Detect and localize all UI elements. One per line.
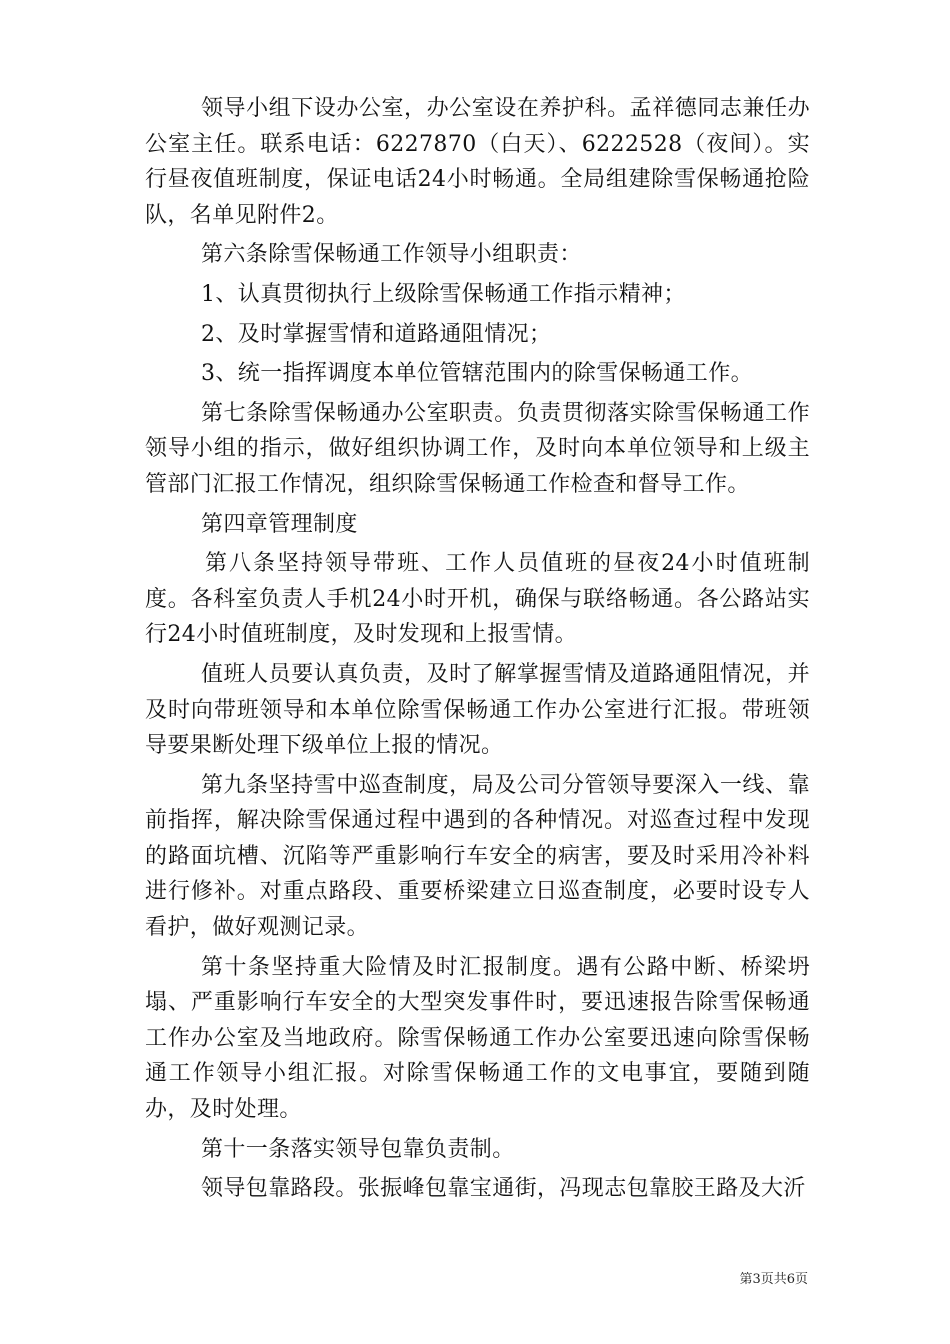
paragraph-duty-staff: 值班人员要认真负责，及时了解掌握雪情及道路通阻情况，并及时向带班领导和本单位除雪保畅通工作办公室进行汇报。带班领导要果断处理下级单位上报的情况。	[145, 661, 810, 759]
paragraph-office-setup: 领导小组下设办公室，办公室设在养护科。孟祥德同志兼任办公室主任。联系电话：6227870（白天）、6222528（夜间）。实行昼夜值班制度，保证电话24小时畅通。全局组建除雪保畅通抢险队，名单见附件2。	[145, 96, 810, 228]
list-item-duty-1: 1、认真贯彻执行上级除雪保畅通工作指示精神；	[201, 281, 686, 307]
paragraph-article-7: 第七条除雪保畅通办公室职责。负责贯彻落实除雪保畅通工作领导小组的指示，做好组织协调工作，及时向本单位领导和上级主管部门汇报工作情况，组织除雪保畅通工作检查和督导工作。	[145, 400, 810, 497]
paragraph-article-10: 第十条坚持重大险情及时汇报制度。遇有公路中断、桥梁坍塌、严重影响行车安全的大型突发事件时，要迅速报告除雪保畅通工作办公室及当地政府。除雪保畅通工作办公室要迅速向除雪保畅通工作领导小组汇报。对除雪保畅通工作的文电事宜，要随到随办，及时处理。	[145, 954, 810, 1123]
list-item-duty-2: 2、及时掌握雪情和道路通阻情况；	[201, 321, 552, 347]
paragraph-article-8: 第八条坚持领导带班、工作人员值班的昼夜24小时值班制度。各科室负责人手机24小时开机，确保与联络畅通。各公路站实行24小时值班制度，及时发现和上报雪情。	[145, 551, 810, 648]
paragraph-road-assignment: 领导包靠路段。张振峰包靠宝通街，冯现志包靠胶王路及大沂	[201, 1176, 806, 1202]
list-item-duty-3: 3、统一指挥调度本单位管辖范围内的除雪保畅通工作。	[201, 361, 753, 387]
chapter-heading-4: 第四章管理制度	[201, 511, 358, 537]
paragraph-article-6: 第六条除雪保畅通工作领导小组职责：	[201, 242, 582, 268]
paragraph-article-9: 第九条坚持雪中巡查制度，局及公司分管领导要深入一线、靠前指挥，解决除雪保通过程中遇到的各种情况。对巡查过程中发现的路面坑槽、沉陷等严重影响行车安全的病害，要及时采用冷补料进行修补。对重点路段、重要桥梁建立日巡查制度，必要时设专人看护，做好观测记录。	[145, 772, 810, 941]
document-body	[145, 91, 810, 1207]
paragraph-article-11: 第十一条落实领导包靠负责制。	[201, 1136, 515, 1162]
page-number: 第3页共6页	[739, 1272, 808, 1287]
